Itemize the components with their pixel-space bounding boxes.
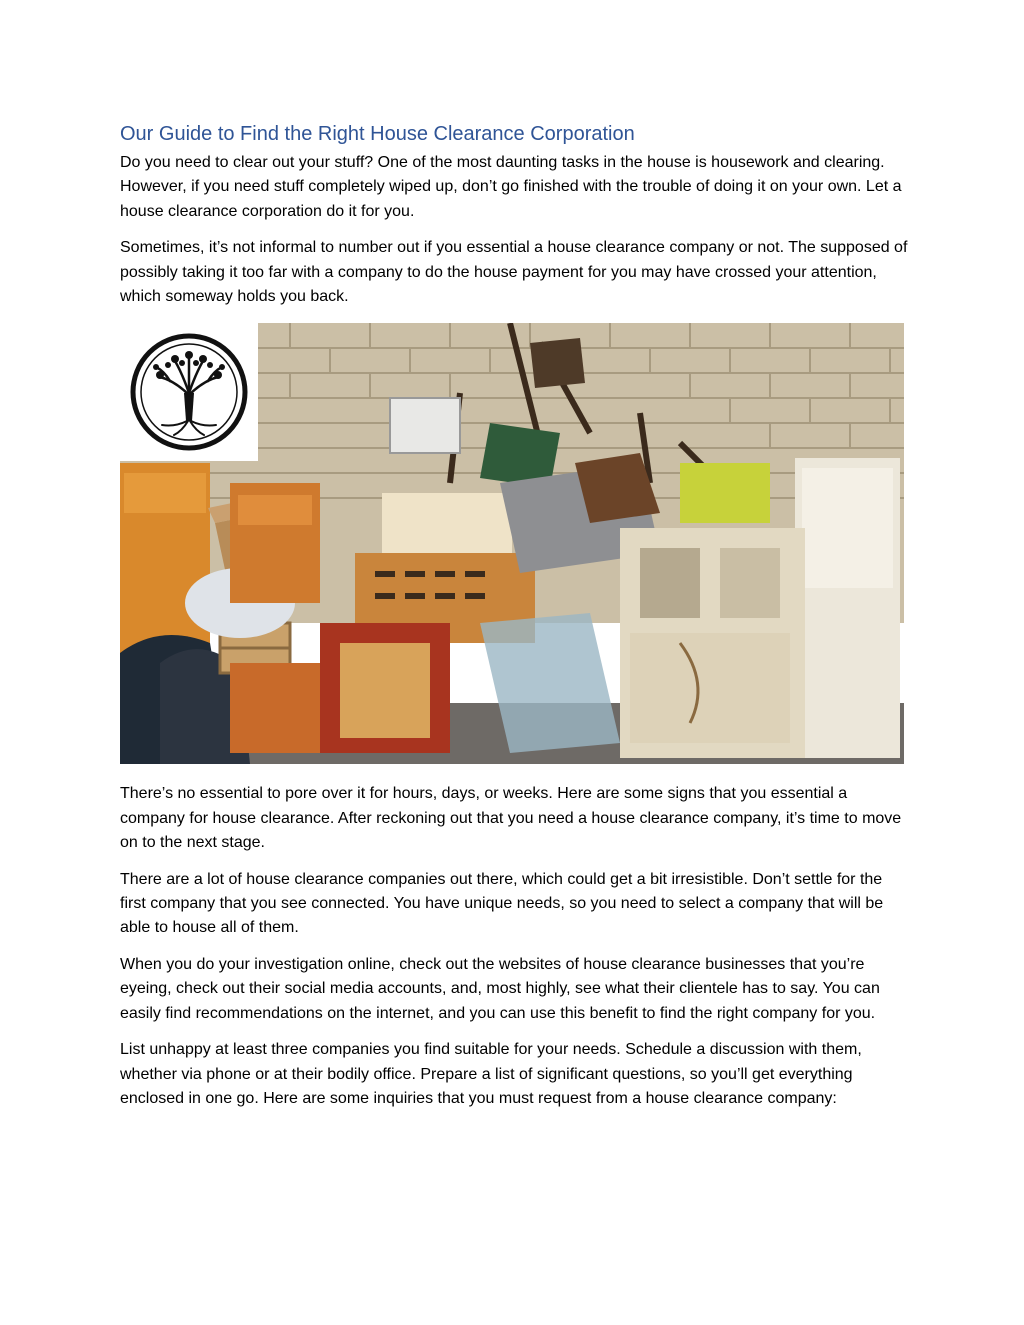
junk-pile-photo [120,323,904,764]
tree-of-life-icon [120,323,258,461]
paragraph: There are a lot of house clearance companies out there, which could get a bit irresistible. Don’t settle for the first company that you see connected. You have unique needs, so you need to select a company that will be able to house all of them. [120,870,884,937]
paragraph: Do you need to clear out your stuff? One of the most daunting tasks in the house is housework and clearing. However, if you need stuff completely wiped up, don’t go finished with the trouble of doing it on your own. Let a house clearance corporation do it for you. [120,154,902,220]
paragraph: Sometimes, it’s not informal to number out if you essential a house clearance company or not. The supposed of possibly taking it too far with a company to do the house payment for you may have crossed your attention, which someway holds you back. [120,239,908,306]
paragraph: When you do your investigation online, check out the websites of house clearance businesses that you’re eyeing, check out their social media accounts, and, most highly, see what their clientele has to say. You can easily find recommendations on the internet, and you can use this benefit to find the right company for you. [120,955,880,1022]
paragraph: There’s no essential to pore over it for hours, days, or weeks. Here are some signs that you essential a company for house clearance. After reckoning out that you need a house clearance company, it’s time to move on to the next stage. [120,785,902,852]
paragraph: List unhappy at least three companies you find suitable for your needs. Schedule a discussion with them, whether via phone or at their bodily office. Prepare a list of significant questions, so you’ll get everything enclosed in one go. Here are some inquiries that you must request from a house clearance company: [120,1041,862,1107]
article-body [120,121,910,1123]
company-logo [120,323,258,461]
article-title: Our Guide to Find the Right House Clearance Corporation [120,123,635,145]
